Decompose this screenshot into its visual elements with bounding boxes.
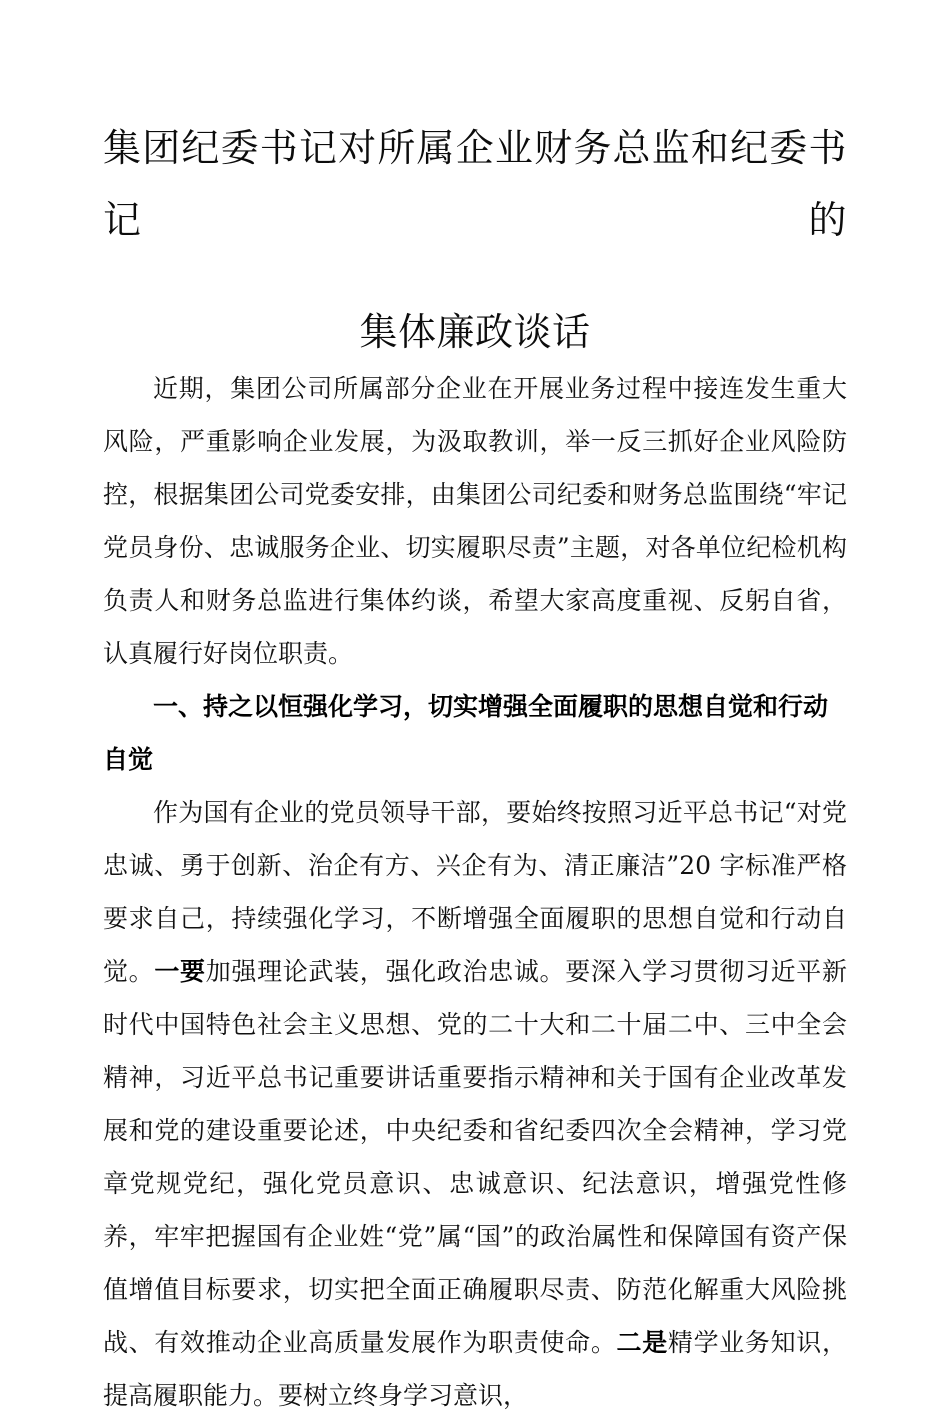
title-line-1: 集团纪委书记对所属企业财务总监和纪委书记的 — [103, 126, 847, 242]
page-title — [103, 112, 847, 368]
paragraph-section-1-part-2: 加强理论武装，强化政治忠诚。要深入学习贯彻习近平新时代中国特色社会主义思想、党的二十大和二十届二中、三中全会精神，习近平总书记重要讲话重要指示精神和关于国有企业改革发展和党的建设重要论述，中央纪委和省纪委四次全会精神，学习党章党规党纪，强化党员意识、忠诚意识、纪法意识，增强党性修养，牢牢把握国有企业姓“党”属“国”的政治属性和保障国有资产保值增值目标要求，切实把全面正确履职尽责、防范化解重大风险挑战、有效推动企业高质量发展作为职责使命。 — [103, 957, 847, 1357]
paragraph-intro: 近期，集团公司所属部分企业在开展业务过程中接连发生重大风险，严重影响企业发展，为汲取教训，举一反三抓好企业风险防控，根据集团公司党委安排，由集团公司纪委和财务总监围绕“牢记党员身份、忠诚服务企业、切实履职尽责”主题，对各单位纪检机构负责人和财务总监进行集体约谈，希望大家高度重视、反躬自省，认真履行好岗位职责。 — [103, 374, 847, 668]
paragraph-section-1 — [103, 786, 847, 1422]
title-line-2: 集体廉政谈话 — [359, 310, 591, 354]
paragraph-section-1-part-3: 精学业务知识，提高履职能力。要树立终身学习意识， — [103, 1328, 847, 1410]
bold-marker-ershi: 二是 — [616, 1328, 668, 1357]
paragraph-section-1-part-1: 作为国有企业的党员领导干部，要始终按照习近平总书记“对党忠诚、勇于创新、治企有方、兴企有为、清正廉洁”20 字标准严格要求自己，持续强化学习，不断增强全面履职的思想自觉和行动自觉。 — [103, 798, 847, 986]
section-heading-1: 一、持之以恒强化学习，切实增强全面履职的思想自觉和行动自觉 — [103, 692, 829, 774]
bold-marker-yiyao: 一要 — [154, 957, 206, 986]
document-body — [103, 362, 847, 1422]
